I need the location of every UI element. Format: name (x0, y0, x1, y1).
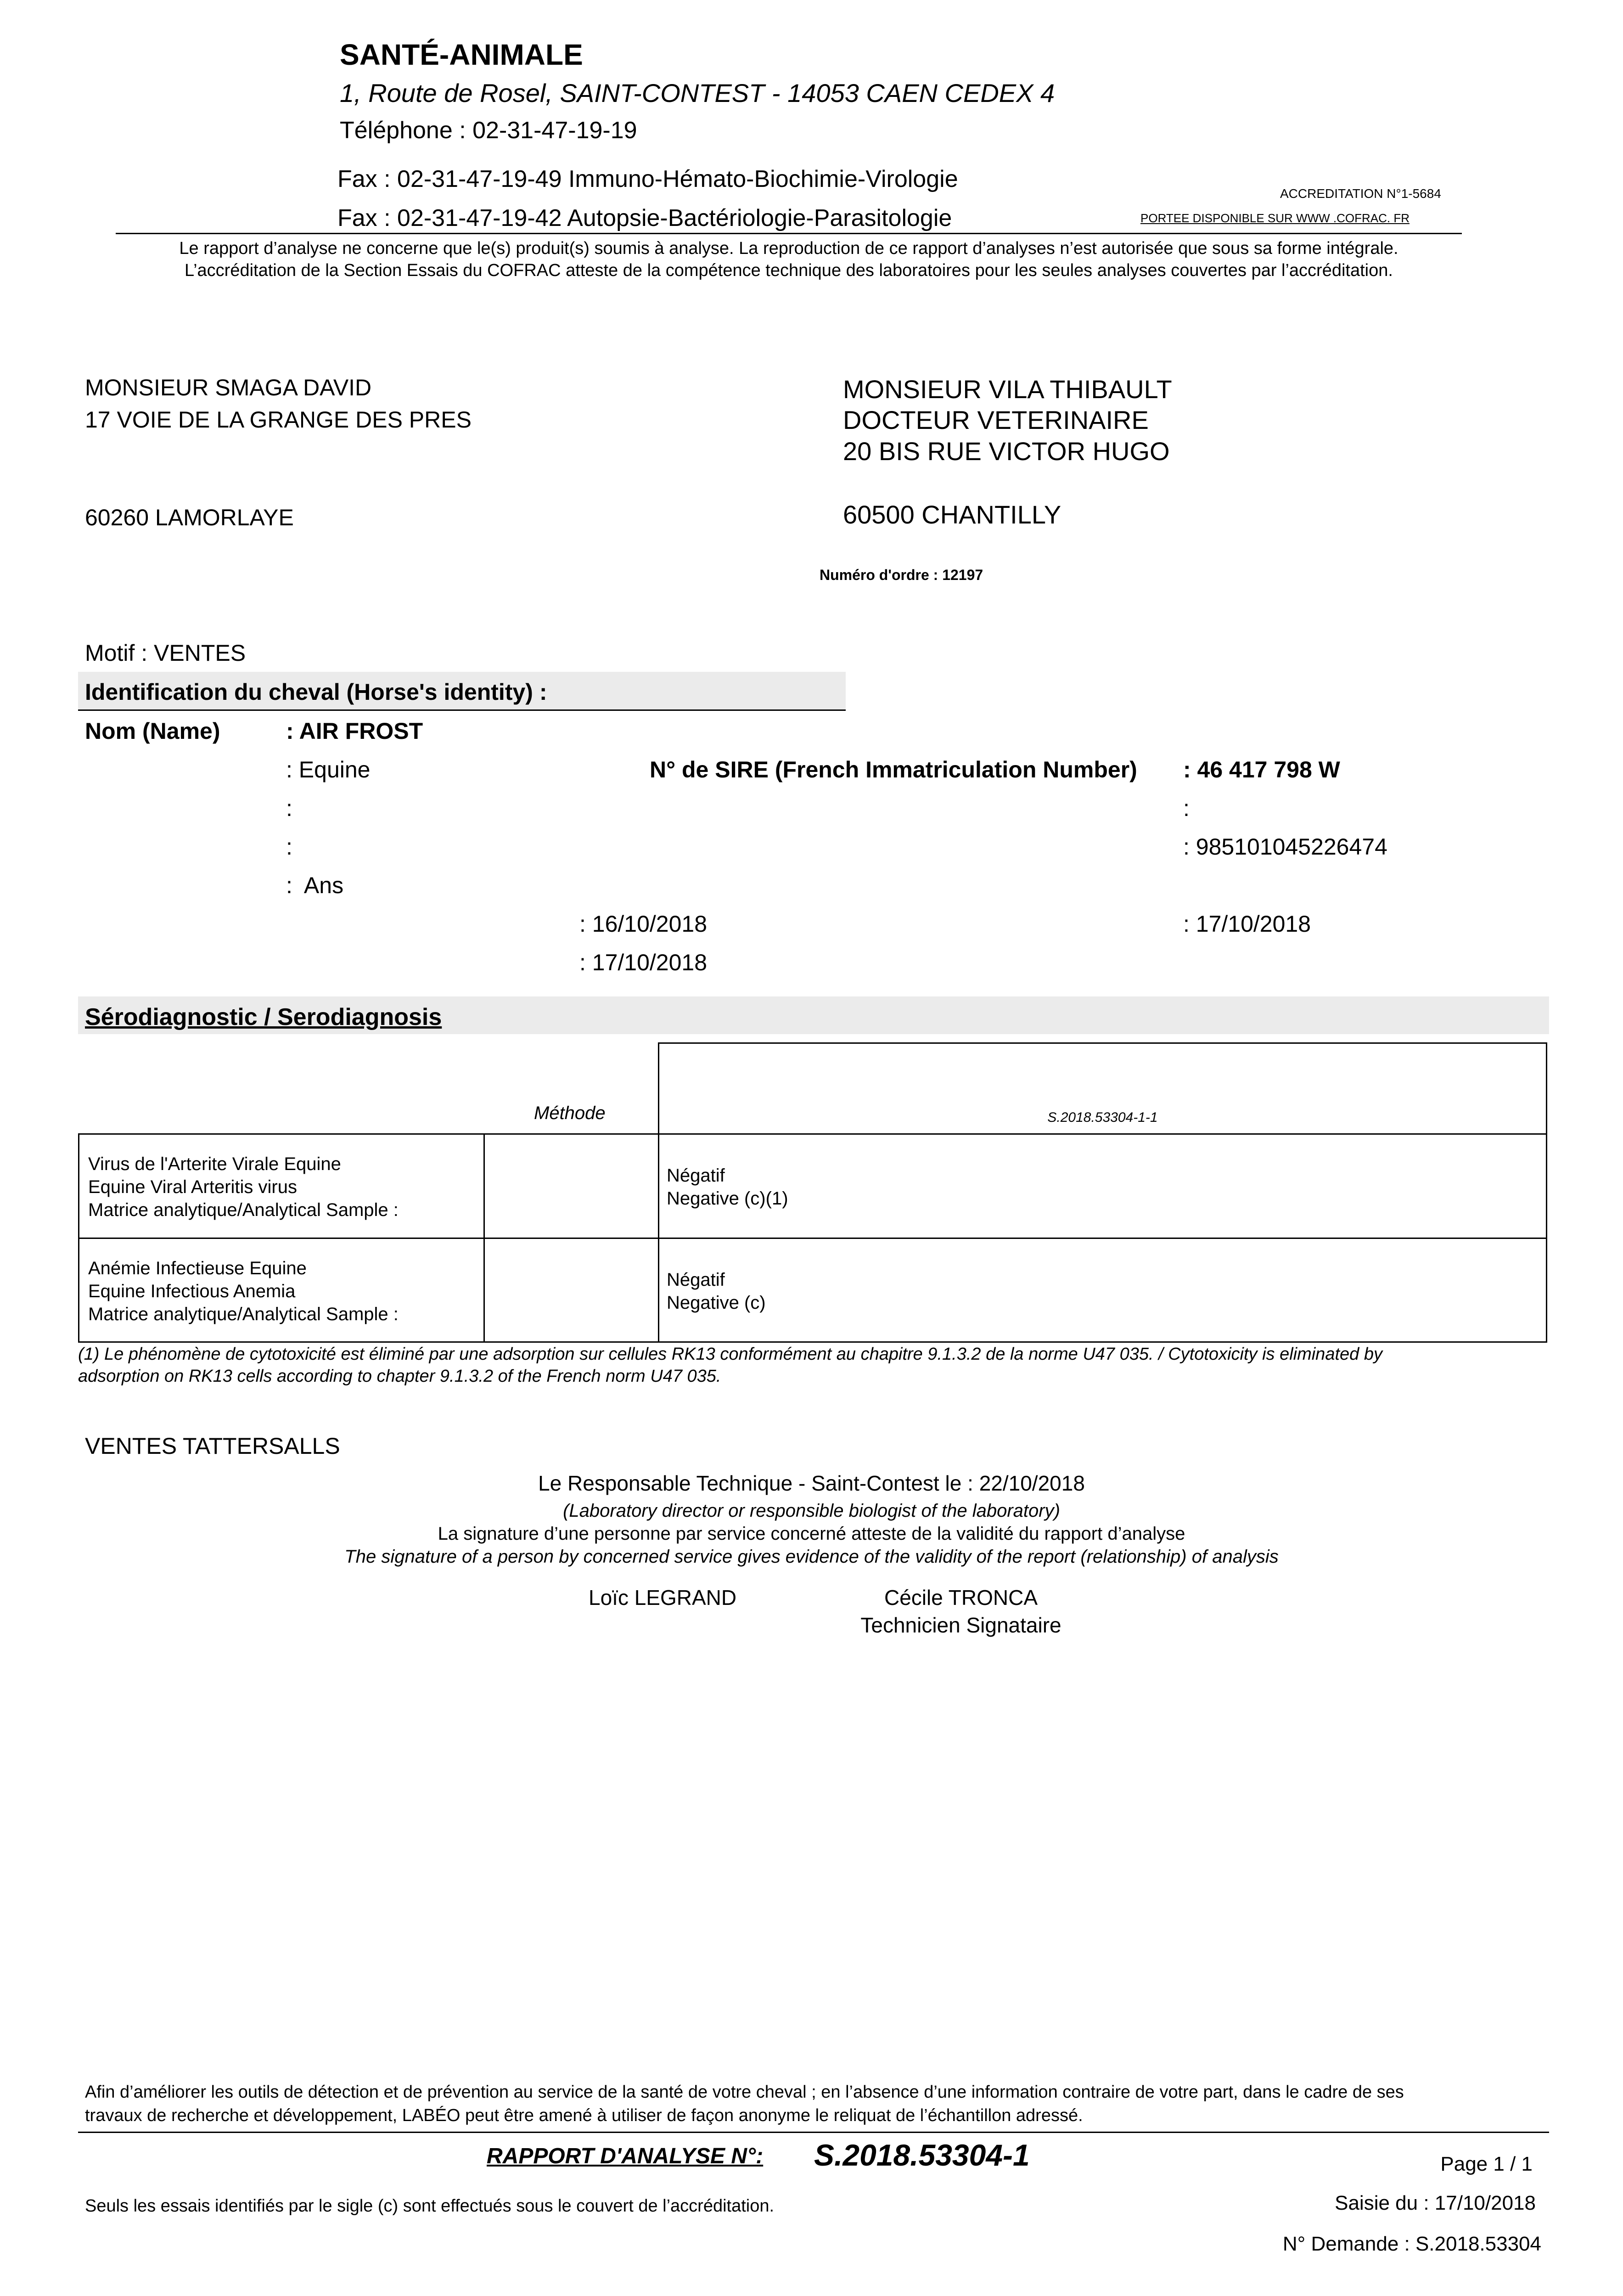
motif: Motif : VENTES (85, 640, 246, 666)
director-line: (Laboratory director or responsible biologist of the laboratory) (563, 1501, 1060, 1521)
responsible-line: Le Responsable Technique - Saint-Contest le : 22/10/2018 (538, 1471, 1085, 1495)
footer-divider (78, 2132, 1549, 2133)
vet-street: 20 BIS RUE VICTOR HUGO (843, 437, 1170, 466)
page-number: Page 1 / 1 (1440, 2153, 1533, 2175)
test-name-line3: Matrice analytique/Analytical Sample : (88, 1304, 399, 1324)
disclaimer-line-1: Le rapport d’analyse ne concerne que le(s) produit(s) soumis à analyse. La reproduction de ce rapport d’analyses n’est autorisée que sous sa forme intégrale. (179, 239, 1398, 258)
footnote-line-1: (1) Le phénomène de cytotoxicité est éliminé par une adsorption sur cellules RK13 conformément au chapitre 9.1.3.2 de la norme U47 035. / Cytotoxicity is eliminated by (78, 1345, 1382, 1364)
serodiagnosis-heading: Sérodiagnostic / Serodiagnosis (85, 1004, 442, 1030)
test-result-en: Negative (c) (667, 1293, 766, 1313)
entry-date: Saisie du : 17/10/2018 (1335, 2192, 1536, 2214)
identity-blank-2: : (1183, 795, 1190, 821)
signature-note-fr: La signature d’une personne par service concerné atteste de la validité du rapport d’analyse (438, 1524, 1185, 1544)
identity-blank-1: : (286, 795, 292, 821)
test-result-fr: Négatif (667, 1270, 725, 1290)
footer-notice-2: travaux de recherche et développement, LABÉO peut être amené à utiliser de façon anonyme le reliquat de l’échantillon adressé. (85, 2106, 1083, 2125)
report-number: S.2018.53304-1 (814, 2138, 1030, 2172)
horse-species: : Equine (286, 757, 371, 782)
footnote-line-2: adsorption on RK13 cells according to chapter 9.1.3.2 of the French norm U47 035. (78, 1367, 721, 1386)
horse-name-value: : AIR FROST (286, 718, 423, 744)
lab-address: 1, Route de Rosel, SAINT-CONTEST - 14053 CAEN CEDEX 4 (340, 79, 1055, 107)
test-name-line1: Anémie Infectieuse Equine (88, 1258, 307, 1278)
disclaimer-line-2: L’accréditation de la Section Essais du COFRAC atteste de la compétence technique des laboratoires pour les seules analyses couvertes par l’accréditation. (185, 261, 1393, 280)
date-1: : 16/10/2018 (579, 911, 708, 937)
test-name-line2: Equine Infectious Anemia (88, 1281, 296, 1301)
lab-fax-2: Fax : 02-31-47-19-42 Autopsie-Bactériologie-Parasitologie (337, 205, 952, 231)
owner-street: 17 VOIE DE LA GRANGE DES PRES (85, 407, 472, 433)
cofrac-link[interactable]: PORTEE DISPONIBLE SUR WWW .COFRAC. FR (1140, 211, 1410, 225)
method-header: Méthode (534, 1103, 606, 1123)
test-name-line2: Equine Viral Arteritis virus (88, 1177, 297, 1197)
sire-label: N° de SIRE (French Immatriculation Number) (650, 757, 1137, 782)
signer-1: Loïc LEGRAND (589, 1586, 737, 1609)
test-result-fr: Négatif (667, 1165, 725, 1186)
date-2: : 17/10/2018 (579, 950, 708, 975)
chip-number: : 985101045226474 (1183, 834, 1387, 860)
vet-city: 60500 CHANTILLY (843, 500, 1061, 529)
lab-fax-1: Fax : 02-31-47-19-49 Immuno-Hémato-Biochimie-Virologie (337, 166, 958, 192)
sample-id: S.2018.53304-1-1 (1047, 1110, 1158, 1125)
horse-age: : Ans (286, 872, 344, 898)
accreditation-note: Seuls les essais identifiés par le sigle (c) sont effectués sous le couvert de l’accréditation. (85, 2196, 775, 2216)
test-name-line3: Matrice analytique/Analytical Sample : (88, 1200, 399, 1220)
request-number: N° Demande : S.2018.53304 (1282, 2233, 1541, 2255)
owner-city: 60260 LAMORLAYE (85, 505, 294, 530)
order-number: Numéro d'ordre : 12197 (820, 567, 983, 583)
signer-2-role: Technicien Signataire (860, 1613, 1061, 1637)
header-divider (116, 233, 1462, 234)
accreditation-number: ACCREDITATION N°1-5684 (1280, 186, 1441, 201)
vet-title: DOCTEUR VETERINAIRE (843, 405, 1149, 434)
report-label: RAPPORT D'ANALYSE N°: (487, 2144, 764, 2168)
identity-blank-3: : (286, 834, 292, 860)
vet-name: MONSIEUR VILA THIBAULT (843, 375, 1172, 404)
date-3: : 17/10/2018 (1183, 911, 1311, 937)
identity-heading: Identification du cheval (Horse's identity) : (85, 679, 547, 705)
lab-phone: Téléphone : 02-31-47-19-19 (340, 117, 637, 144)
horse-name-label: Nom (Name) (85, 718, 220, 744)
sire-value: : 46 417 798 W (1183, 757, 1340, 782)
identity-underline (78, 709, 846, 711)
sale-name: VENTES TATTERSALLS (85, 1433, 340, 1459)
test-result-en: Negative (c)(1) (667, 1188, 788, 1209)
owner-name: MONSIEUR SMAGA DAVID (85, 375, 372, 400)
lab-name: SANTÉ-ANIMALE (340, 38, 583, 71)
test-name-line1: Virus de l'Arterite Virale Equine (88, 1154, 341, 1174)
signer-2: Cécile TRONCA (884, 1586, 1038, 1609)
footer-notice-1: Afin d’améliorer les outils de détection et de prévention au service de la santé de votre cheval ; en l’absence d’une information contraire de votre part, dans le cadre de ses (85, 2082, 1404, 2102)
signature-note-en: The signature of a person by concerned service gives evidence of the validity of the report (relationship) of analysis (344, 1547, 1279, 1567)
